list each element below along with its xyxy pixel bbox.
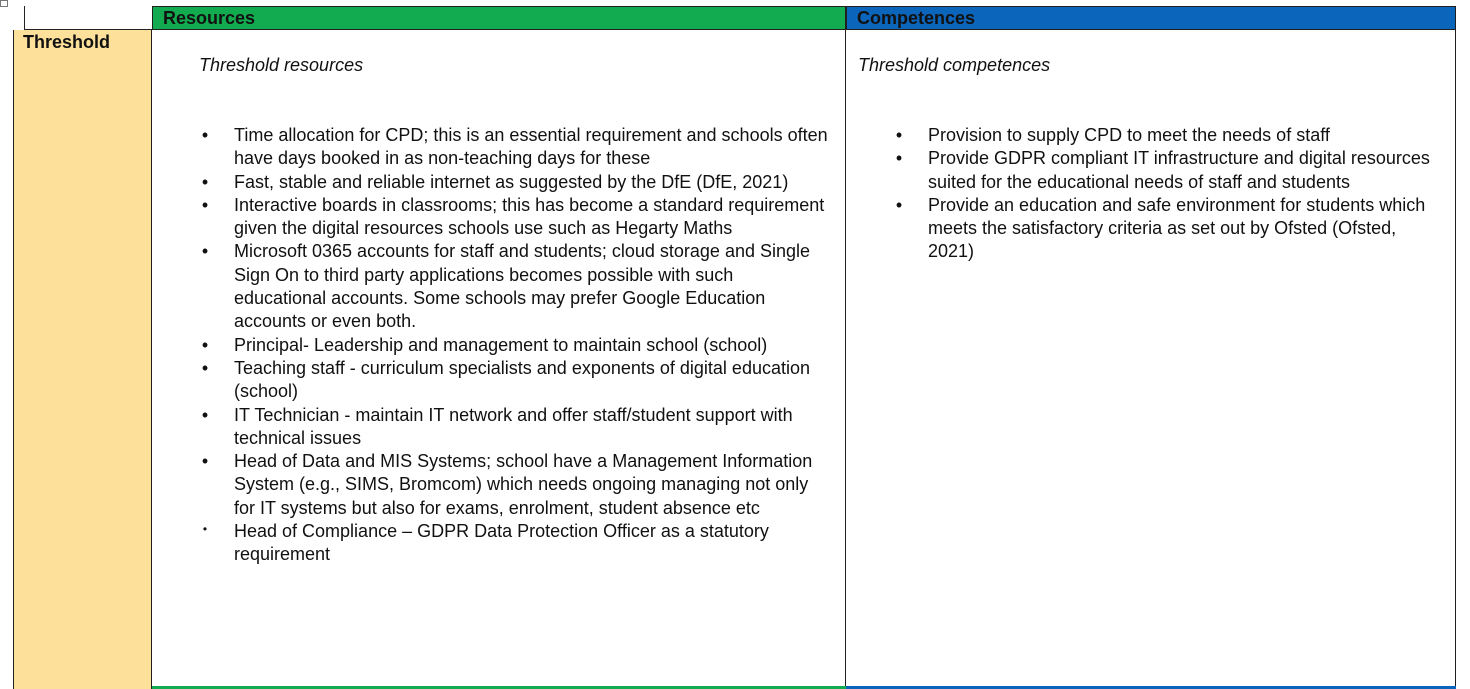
bullet-icon: • bbox=[895, 125, 903, 145]
list-item-text: Time allocation for CPD; this is an essential requirement and schools often have days booked in as non-teaching days for these bbox=[234, 125, 828, 169]
bullet-icon: • bbox=[201, 241, 209, 262]
bullet-icon: • bbox=[202, 522, 208, 537]
list-item bbox=[199, 357, 829, 404]
cell-threshold-competences[interactable] bbox=[846, 30, 1456, 689]
resources-bullet-list bbox=[199, 124, 829, 567]
table-move-handle-icon[interactable] bbox=[0, 0, 8, 7]
list-item bbox=[199, 334, 829, 357]
row-header-threshold: Threshold bbox=[13, 30, 152, 689]
bullet-icon: • bbox=[201, 125, 209, 145]
list-item bbox=[199, 171, 829, 194]
list-item bbox=[199, 404, 829, 451]
list-item-text: Fast, stable and reliable internet as suggested by the DfE (DfE, 2021) bbox=[234, 171, 789, 192]
list-item bbox=[199, 194, 829, 241]
list-item-text: Interactive boards in classrooms; this has become a standard requirement given the digital resources schools use such as Hegarty Maths bbox=[234, 194, 825, 239]
bullet-icon: • bbox=[201, 334, 209, 355]
list-item bbox=[199, 450, 829, 520]
competences-bullet-list bbox=[893, 124, 1438, 264]
bullet-icon: • bbox=[895, 194, 903, 215]
list-item bbox=[893, 194, 1438, 264]
bullet-icon: • bbox=[201, 357, 209, 378]
list-item-text: Provide GDPR compliant IT infrastructure and digital resources suited for the educational needs of staff and students bbox=[928, 148, 1430, 192]
list-item bbox=[199, 240, 829, 333]
list-item bbox=[893, 124, 1438, 147]
list-item bbox=[199, 124, 829, 171]
bullet-icon: • bbox=[201, 451, 209, 472]
resources-cell-title: Threshold resources bbox=[199, 55, 364, 75]
list-item-text: Head of Data and MIS Systems; school have a Management Information System (e.g., SIMS, Bromcom) which needs ongoing managing not only for IT systems but also for exams, enrolment, student absence etc bbox=[234, 451, 813, 518]
header-resources: Resources bbox=[152, 6, 846, 30]
cell-threshold-resources[interactable] bbox=[152, 30, 846, 689]
list-item-text: IT Technician - maintain IT network and offer staff/student support with technical issues bbox=[234, 404, 793, 448]
bullet-icon: • bbox=[895, 148, 903, 169]
list-item-text: Microsoft 0365 accounts for staff and students; cloud storage and Single Sign On to third party applications becomes possible with such educational accounts. Some schools may prefer Google Education accounts or even both. bbox=[234, 241, 811, 332]
list-item-text: Provision to supply CPD to meet the needs of staff bbox=[928, 125, 1330, 145]
competences-cell-title: Threshold competences bbox=[858, 55, 1051, 75]
table-corner-border bbox=[24, 6, 25, 30]
header-competences: Competences bbox=[846, 6, 1456, 30]
list-item-text: Principal- Leadership and management to maintain school (school) bbox=[234, 334, 768, 355]
list-item-text: Provide an education and safe environment for students which meets the satisfactory criteria as set out by Ofsted (Ofsted, 2021) bbox=[928, 194, 1426, 262]
list-item bbox=[893, 147, 1438, 194]
bullet-icon: • bbox=[201, 194, 209, 215]
bullet-icon: • bbox=[201, 404, 209, 425]
list-item-text: Teaching staff - curriculum specialists and exponents of digital education (school) bbox=[234, 357, 810, 402]
bullet-icon: • bbox=[201, 171, 209, 192]
list-item-text: Head of Compliance – GDPR Data Protection Officer as a statutory requirement bbox=[234, 521, 769, 565]
list-item bbox=[199, 520, 829, 567]
